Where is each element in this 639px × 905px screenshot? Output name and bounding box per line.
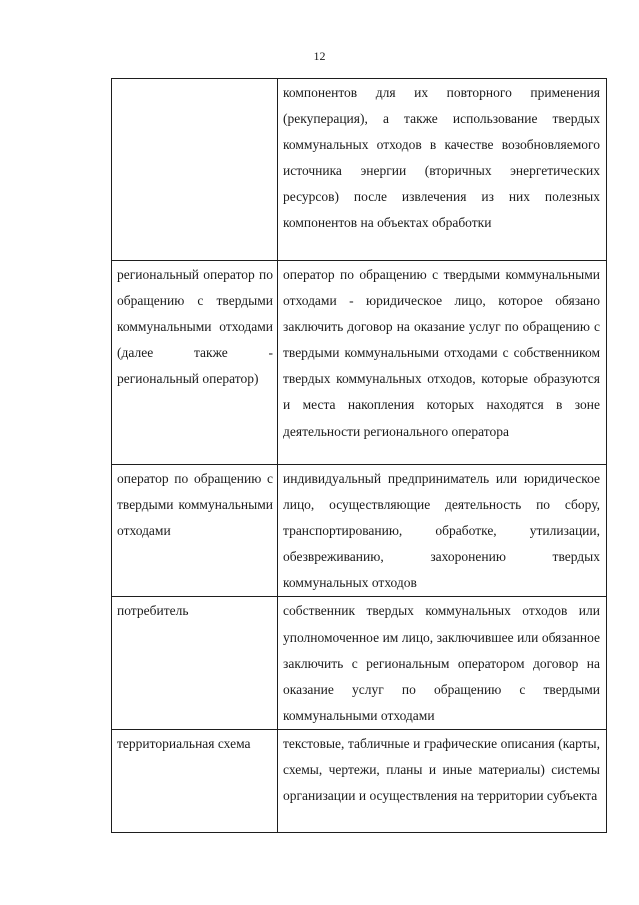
- table-row: [112, 261, 607, 465]
- definition-cell: [278, 261, 607, 465]
- definition-text: компонентов для их повторного применения (рекуперация), а также использование твердых коммунальных отходов в качестве возобновляемого источника энергии (вторичных энергетических ресурсов) после извлечения из них полезных компонентов на объектах обработки: [283, 85, 600, 231]
- definition-text: индивидуальный предприниматель или юридическое лицо, осуществляющие деятельность по сбору, транспортированию, обработке, утилизации, обезвреживанию, захоронению твердых коммунальных отходов: [283, 471, 600, 591]
- term-cell: [112, 261, 278, 465]
- definition-cell: [278, 597, 607, 729]
- term-cell: [112, 597, 278, 729]
- table-row: [112, 729, 607, 832]
- definition-cell: [278, 465, 607, 597]
- definition-cell: [278, 729, 607, 832]
- table-row: [112, 597, 607, 729]
- table-row: [112, 465, 607, 597]
- term-text: потребитель: [117, 603, 189, 619]
- definition-cell: [278, 79, 607, 261]
- definition-text: текстовые, табличные и графические описания (карты, схемы, чертежи, планы и иные материалы) системы организации и осуществления на территории субъекта: [283, 735, 600, 804]
- table-row: [112, 79, 607, 261]
- term-text: оператор по обращению с твердыми коммунальными отходами: [117, 471, 273, 539]
- definitions-table: [111, 78, 607, 833]
- term-text: региональный оператор по обращению с твердыми коммунальными отходами (далее также - региональный оператор): [117, 267, 273, 387]
- definition-text: оператор по обращению с твердыми коммунальными отходами - юридическое лицо, которое обязано заключить договор на оказание услуг по обращению с твердыми коммунальными отходами с собственником твердых коммунальных отходов, которые образуются и места накопления которых находятся в зоне деятельности регионального оператора: [283, 267, 600, 439]
- term-cell: [112, 79, 278, 261]
- page-number: 12: [313, 49, 326, 63]
- definition-text: собственник твердых коммунальных отходов или уполномоченное им лицо, заключившее или обязанное заключить с региональным оператором договор на оказание услуг по обращению с твердыми коммунальными отходами: [283, 603, 600, 723]
- term-cell: [112, 465, 278, 597]
- term-cell: [112, 729, 278, 832]
- term-text: территориальная схема: [117, 735, 251, 751]
